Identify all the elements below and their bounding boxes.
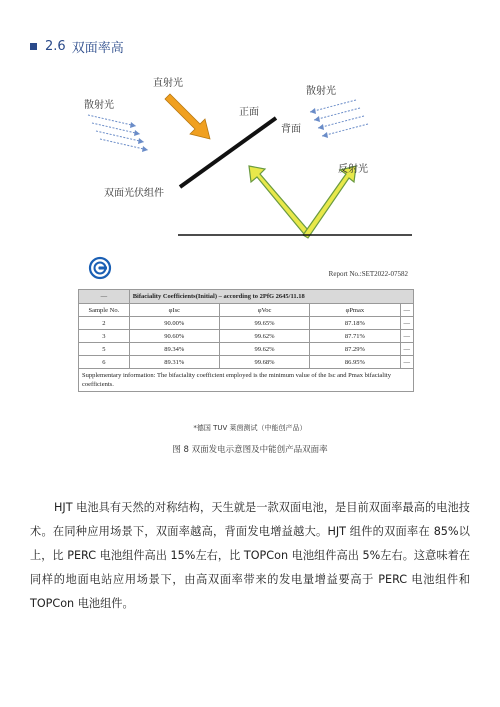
cell-isc: 90.60% xyxy=(129,330,219,343)
cell-sample: 5 xyxy=(79,343,130,356)
tuv-logo-icon xyxy=(88,256,112,280)
table-row xyxy=(79,317,414,330)
section-number: 2.6 xyxy=(45,39,66,54)
body-paragraph xyxy=(30,496,470,616)
label-front: 正面 xyxy=(239,107,259,118)
header-sample: Sample No. xyxy=(79,304,130,317)
cell-sample: 2 xyxy=(79,317,130,330)
cell-extra: — xyxy=(400,356,414,369)
table-row xyxy=(79,343,414,356)
cell-voc: 99.65% xyxy=(219,317,309,330)
header-voc: φVoc xyxy=(219,304,309,317)
direct-light-arrow xyxy=(165,94,210,139)
table-row xyxy=(79,330,414,343)
table-title-row xyxy=(79,290,414,304)
label-reflect: 反射光 xyxy=(338,164,368,175)
label-scatter-left: 散射光 xyxy=(84,100,114,111)
figure-caption: 图 8 双面发电示意图及中能创产品双面率 xyxy=(172,445,328,455)
supplement-row xyxy=(79,369,414,392)
scatter-arrows-right xyxy=(310,100,368,138)
cell-pmax: 87.18% xyxy=(310,317,400,330)
label-scatter-right: 散射光 xyxy=(306,86,336,97)
bifacial-diagram xyxy=(0,60,500,250)
report-number: Report No.:SET2022-07582 xyxy=(328,270,408,278)
label-module: 双面光伏组件 xyxy=(104,188,164,199)
table-title: Bifaciality Coefficients(Initial) – according to 2PfG 2645/11.18 xyxy=(129,290,413,304)
label-direct: 直射光 xyxy=(153,78,183,89)
cell-voc: 99.62% xyxy=(219,330,309,343)
cell-isc: 89.31% xyxy=(129,356,219,369)
bifaciality-table xyxy=(78,289,414,392)
cell-extra: — xyxy=(400,317,414,330)
label-back: 背面 xyxy=(281,124,301,135)
test-report xyxy=(78,256,414,416)
supplement-text: Supplementary information: The bifaciality coefficient employed is the minimum value of the Isc and Pmax bifaciality coefficients. xyxy=(79,369,414,392)
cell-isc: 90.00% xyxy=(129,317,219,330)
header-isc: φIsc xyxy=(129,304,219,317)
scatter-arrows-left xyxy=(88,115,148,152)
cell-voc: 99.62% xyxy=(219,343,309,356)
cell-extra: — xyxy=(400,330,414,343)
cell-voc: 99.68% xyxy=(219,356,309,369)
header-pmax: φPmax xyxy=(310,304,400,317)
reflected-light-arrow xyxy=(249,166,356,238)
table-header-row xyxy=(79,304,414,317)
section-heading xyxy=(30,37,124,56)
cell-pmax: 86.95% xyxy=(310,356,400,369)
cell-pmax: 87.29% xyxy=(310,343,400,356)
cell-extra: — xyxy=(400,343,414,356)
bullet-square-icon xyxy=(30,43,37,50)
title-dash: — xyxy=(79,290,130,304)
cell-sample: 6 xyxy=(79,356,130,369)
paragraph-text: HJT 电池具有天然的对称结构，天生就是一款双面电池，是目前双面率最高的电池技术。在同种应用场景下，双面率越高，背面发电增益越大。HJT 组件的双面率在 85%以上，比 PERC 电池组件高出 15%左右，比 TOPCon 电池组件高出 5%左右。这意味着在同样的地面电站应用场景下，由高双面率带来的发电量增益要高于 PERC 电池组件和 TOPCon 电池组件。 xyxy=(30,501,470,610)
table-row xyxy=(79,356,414,369)
cell-pmax: 87.71% xyxy=(310,330,400,343)
source-note: *德国 TUV 莱茵测试（中能创产品） xyxy=(193,424,307,432)
section-title: 双面率高 xyxy=(71,41,124,56)
cell-sample: 3 xyxy=(79,330,130,343)
cell-isc: 89.34% xyxy=(129,343,219,356)
header-extra: — xyxy=(400,304,414,317)
